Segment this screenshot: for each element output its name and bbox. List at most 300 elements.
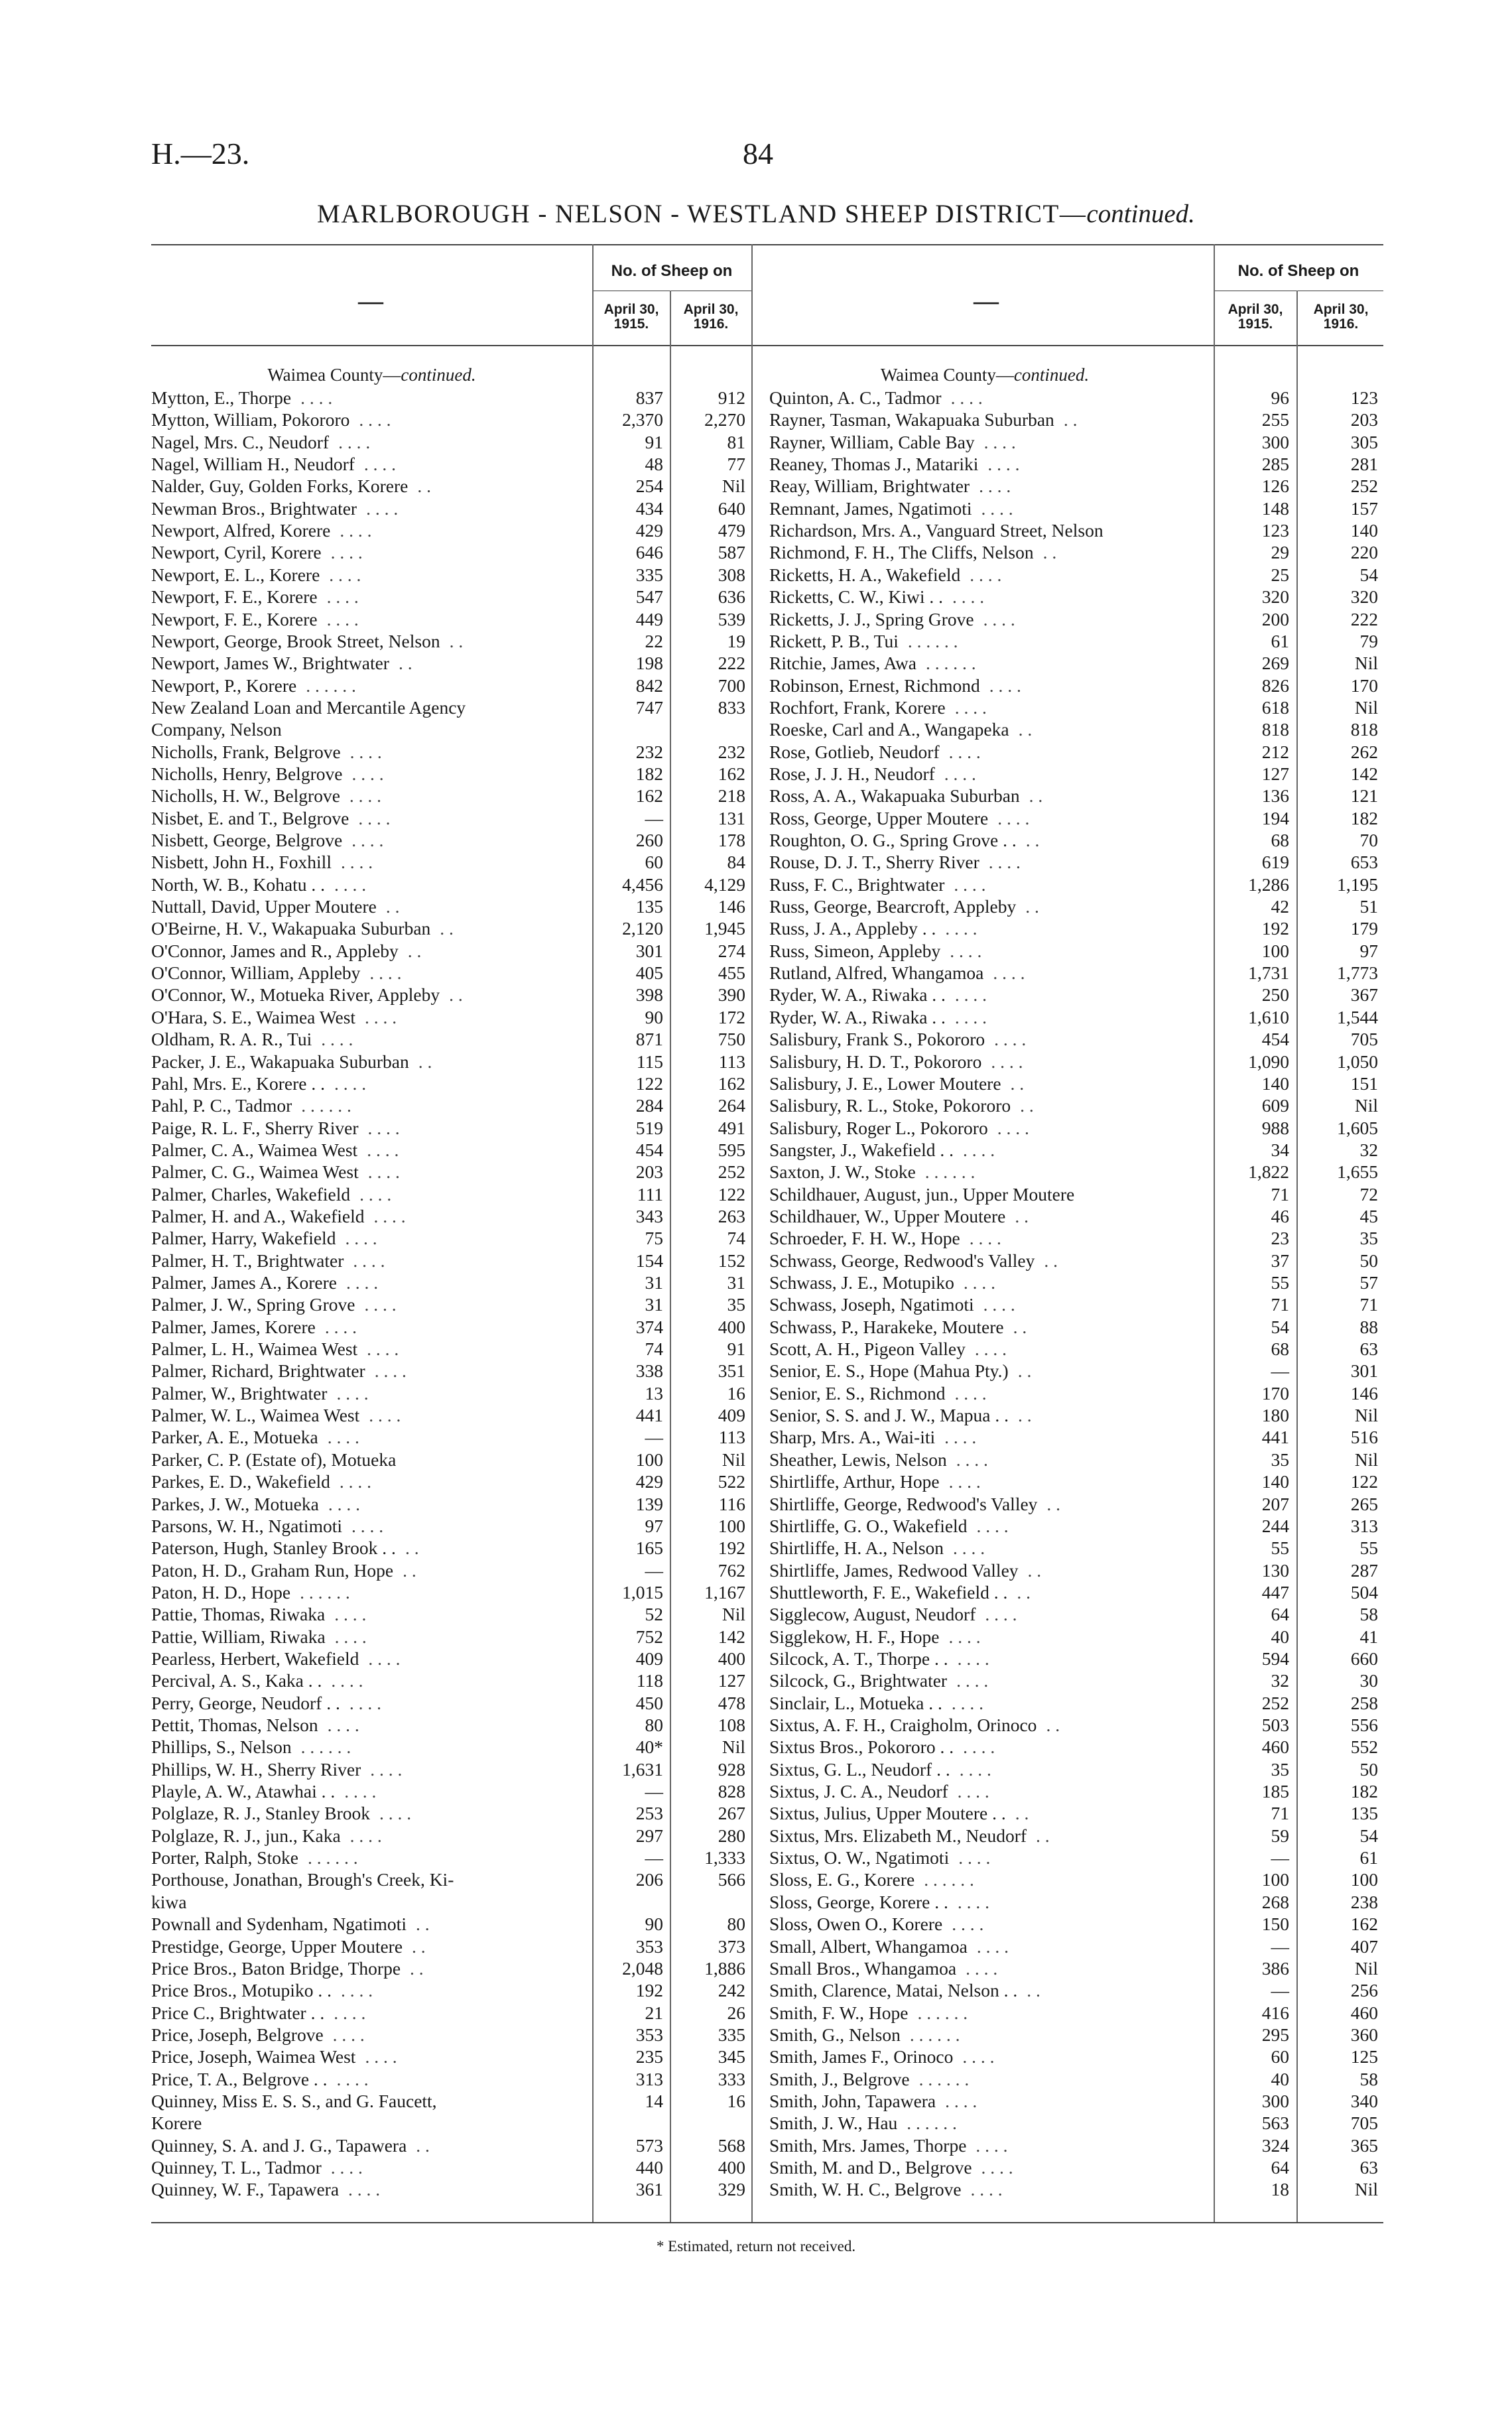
table-row bbox=[151, 1228, 748, 1250]
sheep-count-1915: 646 bbox=[635, 542, 663, 563]
table-row bbox=[769, 2113, 1383, 2134]
sheep-count-1916: 146 bbox=[1350, 1382, 1378, 1404]
owner-name: Paterson, Hugh, Stanley Brook . . bbox=[151, 1538, 396, 1559]
owner-name: Rose, Gotlieb, Neudorf bbox=[769, 741, 940, 762]
sheep-count-1915: 429 bbox=[635, 520, 663, 541]
owner-name: Pattie, William, Riwaka bbox=[151, 1626, 326, 1647]
leader-dots: . . . . bbox=[976, 1515, 1009, 1536]
sheep-count-1915: 454 bbox=[635, 1139, 663, 1160]
owner-name-cell bbox=[151, 1140, 589, 1161]
sheep-count-1916: 142 bbox=[718, 1626, 745, 1647]
table-row bbox=[151, 984, 748, 1006]
sheep-count-1915: 1,610 bbox=[1248, 1006, 1289, 1027]
leader-dots: . . . . . . bbox=[307, 1847, 358, 1868]
sheep-count-1915: 212 bbox=[1261, 741, 1289, 762]
table-row bbox=[151, 1582, 748, 1604]
sheep-count-1915: 320 bbox=[1261, 586, 1289, 608]
owner-name: Percival, A. S., Kaka . . bbox=[151, 1670, 322, 1691]
leader-dots: . . . . bbox=[364, 1294, 397, 1315]
table-row bbox=[151, 2179, 748, 2201]
sheep-count-1916: 122 bbox=[1350, 1471, 1378, 1492]
leader-dots: . . . . bbox=[327, 1715, 359, 1735]
owner-name: Nuttall, David, Upper Moutere bbox=[151, 896, 377, 917]
owner-name: Quinney, S. A. and J. G., Tapawera bbox=[151, 2134, 407, 2156]
owner-name-cell bbox=[769, 1892, 1210, 1913]
owner-name-cell bbox=[769, 2002, 1210, 2024]
table-row bbox=[151, 1073, 748, 1095]
leader-dots: . . . . bbox=[334, 2002, 366, 2023]
sheep-count-1915: 2,120 bbox=[622, 918, 663, 939]
sheep-count-1916: 113 bbox=[718, 1051, 745, 1072]
leader-dots: . . bbox=[385, 896, 400, 917]
sheep-count-1915: 68 bbox=[1271, 1339, 1289, 1360]
sheep-count-1915: 353 bbox=[635, 1935, 663, 1957]
table-row bbox=[151, 631, 748, 653]
sheep-count-1915: — bbox=[645, 807, 663, 828]
owner-name: Reaney, Thomas J., Matariki bbox=[769, 454, 979, 475]
leader-dots: . . . . bbox=[976, 2134, 1008, 2156]
leader-dots: . . . . bbox=[944, 1427, 977, 1448]
sheep-count-1916: 142 bbox=[1350, 763, 1378, 784]
owner-name: Sigglekow, H. F., Hope bbox=[769, 1626, 940, 1647]
owner-name: Smith, G., Nelson bbox=[769, 2024, 901, 2045]
table-row bbox=[769, 2069, 1383, 2091]
owner-name: Pahl, P. C., Tadmor bbox=[151, 1095, 292, 1116]
owner-name: Phillips, W. H., Sherry River bbox=[151, 1758, 361, 1780]
leader-dots: . . . . bbox=[353, 1250, 385, 1271]
owner-name-cell bbox=[151, 2069, 589, 2090]
owner-name-cell bbox=[151, 409, 589, 430]
right-county-heading bbox=[756, 365, 1214, 385]
sheep-count-1915: 253 bbox=[635, 1803, 663, 1824]
owner-name-cell bbox=[151, 1206, 589, 1227]
owner-name: Nisbet, E. and T., Belgrove bbox=[151, 807, 349, 828]
table-row bbox=[769, 1073, 1383, 1095]
leader-dots: . . . . . . bbox=[300, 1581, 350, 1603]
owner-name: Oldham, R. A. R., Tui bbox=[151, 1029, 312, 1050]
leader-dots: . . . . bbox=[334, 1073, 367, 1094]
sheep-count-1915: 1,731 bbox=[1248, 962, 1289, 984]
owner-name: Price Bros., Baton Bridge, Thorpe bbox=[151, 1957, 401, 1979]
sheep-count-1915: 40 bbox=[1271, 2068, 1289, 2089]
table-row bbox=[769, 1206, 1383, 1228]
sheep-count-1916: 1,167 bbox=[704, 1581, 745, 1603]
owner-name: Small Bros., Whangamoa bbox=[769, 1957, 957, 1979]
owner-name: Nagel, Mrs. C., Neudorf bbox=[151, 431, 330, 452]
owner-name: Russ, Simeon, Appleby bbox=[769, 940, 941, 961]
sheep-count-1915: 441 bbox=[635, 1405, 663, 1426]
sheep-count-1916: 407 bbox=[1350, 1935, 1378, 1957]
owner-name: Remnant, James, Ngatimoti bbox=[769, 497, 972, 519]
leader-dots: . . . . . . bbox=[926, 653, 976, 674]
sheep-count-1915: 162 bbox=[635, 785, 663, 807]
leader-dots: . . . . . . bbox=[907, 630, 958, 651]
leader-dots: . . . . . . bbox=[924, 1161, 976, 1183]
sheep-count-1915: 619 bbox=[1261, 852, 1289, 873]
table-row bbox=[769, 941, 1383, 962]
sheep-count-1915: 1,015 bbox=[622, 1581, 663, 1603]
owner-name: Newport, George, Brook Street, Nelson bbox=[151, 630, 440, 651]
table-row bbox=[151, 1626, 748, 1648]
leader-dots: . . . . . . bbox=[917, 2002, 968, 2023]
leader-dots: . . bbox=[1025, 830, 1040, 850]
sheep-count-1915: 2,370 bbox=[622, 409, 663, 430]
owner-name-cell bbox=[769, 498, 1210, 519]
owner-name-cell bbox=[769, 631, 1210, 652]
sheep-count-1916: 252 bbox=[1350, 476, 1378, 497]
sheep-count-1916: 258 bbox=[1350, 1692, 1378, 1713]
sheep-count-1915: 244 bbox=[1261, 1515, 1289, 1536]
right-col-1915-header: April 30, 1915. bbox=[1228, 302, 1283, 332]
sheep-count-1915: 871 bbox=[635, 1029, 663, 1050]
owner-name-cell bbox=[769, 1250, 1210, 1272]
owner-name-cell bbox=[769, 1029, 1210, 1050]
leader-dots: . . . . bbox=[340, 520, 372, 541]
owner-name: Parker, C. P. (Estate of), Motueka bbox=[151, 1449, 397, 1470]
sheep-count-1915: 268 bbox=[1261, 1891, 1289, 1912]
owner-name: Palmer, Charles, Wakefield bbox=[151, 1183, 351, 1205]
sheep-count-1915: 40 bbox=[1271, 1626, 1289, 1647]
right-name-header-dash: — bbox=[974, 287, 999, 315]
sheep-count-1915: 324 bbox=[1261, 2134, 1289, 2156]
table-row bbox=[151, 1869, 748, 1891]
table-row bbox=[769, 1958, 1383, 1980]
sheep-count-1915: 182 bbox=[635, 763, 663, 784]
owner-name-cell bbox=[769, 1648, 1210, 1669]
leader-dots: . . . . bbox=[970, 2179, 1003, 2200]
table-row bbox=[769, 1250, 1383, 1272]
owner-name: Scott, A. H., Pigeon Valley bbox=[769, 1339, 966, 1360]
leader-dots: . . . . bbox=[953, 1538, 985, 1559]
owner-name-cell bbox=[769, 609, 1210, 630]
table-row bbox=[769, 1140, 1383, 1161]
sheep-count-1915: 115 bbox=[636, 1051, 663, 1072]
owner-name: Nisbett, George, Belgrove bbox=[151, 830, 343, 850]
sheep-count-1915: 374 bbox=[635, 1316, 663, 1337]
sheep-count-1915: 232 bbox=[635, 741, 663, 762]
table-row bbox=[151, 1958, 748, 1980]
owner-name: Nicholls, H. W., Belgrove bbox=[151, 785, 340, 807]
leader-dots: . . bbox=[417, 476, 431, 497]
leader-dots: . . . . bbox=[976, 1935, 1009, 1957]
leader-dots: . . bbox=[1017, 1360, 1032, 1382]
owner-name-cell bbox=[151, 1980, 589, 2001]
table-row bbox=[769, 454, 1383, 476]
owner-name-cell bbox=[151, 586, 589, 608]
sheep-count-1916: 539 bbox=[718, 608, 745, 629]
table-row bbox=[769, 808, 1383, 830]
sheep-count-1916: 267 bbox=[718, 1803, 745, 1824]
table-row bbox=[151, 675, 748, 697]
owner-name: North, W. B., Kohatu . . bbox=[151, 874, 326, 895]
owner-name-cell bbox=[769, 1538, 1210, 1559]
sheep-count-1915: — bbox=[1271, 1360, 1289, 1382]
owner-name: Sixtus, Mrs. Elizabeth M., Neudorf bbox=[769, 1825, 1027, 1846]
owner-name-cell bbox=[151, 1516, 589, 1537]
owner-name-cell bbox=[769, 2091, 1210, 2112]
leader-dots: . . . . bbox=[367, 1339, 399, 1360]
sheep-count-1916: 264 bbox=[718, 1095, 745, 1116]
leader-dots: . . . . bbox=[954, 1382, 987, 1404]
sheep-count-1915: 295 bbox=[1261, 2024, 1289, 2045]
sheep-count-1915: 136 bbox=[1261, 785, 1289, 807]
sheep-count-1916: 88 bbox=[1359, 1316, 1378, 1337]
owner-name: Porthouse, Jonathan, Brough's Creek, Ki- bbox=[151, 1869, 454, 1890]
table-row bbox=[769, 1360, 1383, 1382]
sheep-count-1916: 1,544 bbox=[1337, 1006, 1378, 1027]
sheep-count-1915: 60 bbox=[645, 852, 663, 873]
sheep-count-1915: 140 bbox=[1261, 1471, 1289, 1492]
sheep-count-1916: 91 bbox=[727, 1339, 745, 1360]
owner-name-cell bbox=[769, 1847, 1210, 1868]
sheep-count-1916: 281 bbox=[1350, 454, 1378, 475]
owner-name-cell bbox=[151, 1494, 589, 1515]
table-row bbox=[151, 962, 748, 984]
leader-dots: . . bbox=[418, 1051, 432, 1072]
table-row bbox=[769, 1007, 1383, 1029]
owner-name-cell bbox=[151, 1670, 589, 1691]
sheep-count-1915: 343 bbox=[635, 1205, 663, 1226]
table-row bbox=[769, 1781, 1383, 1803]
sheep-count-1915: 449 bbox=[635, 608, 663, 629]
sheep-count-1915: 71 bbox=[1271, 1803, 1289, 1824]
owner-name: Palmer, W. L., Waimea West bbox=[151, 1405, 360, 1426]
owner-name-cell bbox=[769, 1118, 1210, 1139]
sheep-count-1916: Nil bbox=[1354, 1095, 1378, 1116]
sheep-count-1916: 552 bbox=[1350, 1736, 1378, 1758]
owner-name: Roeske, Carl and A., Wangapeka bbox=[769, 719, 1009, 740]
right-group-header: No. of Sheep on bbox=[1237, 262, 1359, 280]
sheep-count-1916: 478 bbox=[718, 1692, 745, 1713]
sheep-count-1916: 152 bbox=[718, 1250, 745, 1271]
leader-dots: . . . . bbox=[340, 852, 373, 873]
sheep-count-1916: 81 bbox=[727, 431, 745, 452]
owner-name-cell bbox=[769, 1051, 1210, 1073]
sheep-count-1915: 460 bbox=[1261, 1736, 1289, 1758]
owner-name-cell bbox=[151, 1007, 589, 1028]
table-row bbox=[769, 631, 1383, 653]
sheep-count-1915: 91 bbox=[645, 431, 663, 452]
table-row bbox=[151, 498, 748, 520]
table-row bbox=[151, 2046, 748, 2068]
owner-name: Schwass, Joseph, Ngatimoti bbox=[769, 1294, 974, 1315]
owner-name-cell bbox=[769, 1936, 1210, 1957]
leader-dots: . . . . bbox=[989, 675, 1021, 696]
owner-name-cell bbox=[769, 1869, 1210, 1890]
owner-name-cell bbox=[769, 542, 1210, 563]
sheep-count-1916: 232 bbox=[718, 741, 745, 762]
right-col-1916-header: April 30, 1916. bbox=[1313, 302, 1369, 332]
owner-name: Sloss, George, Korere . . bbox=[769, 1891, 948, 1912]
owner-name-cell bbox=[769, 1825, 1210, 1847]
sheep-count-1915: 37 bbox=[1271, 1250, 1289, 1271]
leader-dots: . . . . bbox=[962, 2046, 995, 2067]
table-row bbox=[151, 697, 748, 719]
sheep-count-1915: 31 bbox=[645, 1294, 663, 1315]
table-row bbox=[151, 387, 748, 409]
leader-dots: . . . . bbox=[336, 1382, 369, 1404]
sheep-count-1915: 284 bbox=[635, 1095, 663, 1116]
table-row bbox=[769, 1051, 1383, 1073]
owner-name-cell bbox=[151, 1339, 589, 1360]
table-row bbox=[769, 1118, 1383, 1140]
owner-name-cell bbox=[769, 1073, 1210, 1094]
leader-dots: . . . . bbox=[334, 1626, 367, 1647]
sheep-count-1916: 1,773 bbox=[1337, 962, 1378, 984]
owner-name-cell bbox=[151, 941, 589, 962]
owner-name-cell bbox=[769, 941, 1210, 962]
sheep-count-1916: 400 bbox=[718, 1648, 745, 1669]
sheep-count-1916: 131 bbox=[718, 807, 745, 828]
owner-name-cell bbox=[151, 763, 589, 785]
owner-name-cell bbox=[151, 2002, 589, 2024]
owner-name-cell bbox=[769, 1206, 1210, 1227]
owner-name-cell bbox=[769, 1427, 1210, 1448]
owner-name: Price Bros., Motupiko . . bbox=[151, 1980, 332, 2001]
owner-name-cell bbox=[769, 896, 1210, 917]
sheep-count-1915: 837 bbox=[635, 387, 663, 408]
owner-name: Silcock, A. T., Thorpe . . bbox=[769, 1648, 948, 1669]
table-row bbox=[769, 1892, 1383, 1914]
sheep-count-1915: 454 bbox=[1261, 1029, 1289, 1050]
owner-name-cell bbox=[151, 1317, 589, 1338]
table-row bbox=[151, 1670, 748, 1692]
sheep-count-1916: 313 bbox=[1350, 1515, 1378, 1536]
table-row bbox=[151, 742, 748, 763]
sheep-count-1916: 178 bbox=[718, 830, 745, 850]
owner-name-cell bbox=[769, 918, 1210, 939]
table-row bbox=[769, 1494, 1383, 1516]
sheep-count-1916: 274 bbox=[718, 940, 745, 961]
owner-name-cell bbox=[151, 830, 589, 851]
leader-dots: . . . . bbox=[985, 1604, 1017, 1625]
leader-dots: . . . . bbox=[970, 564, 1002, 585]
owner-name-cell bbox=[151, 852, 589, 873]
owner-name-cell bbox=[151, 697, 589, 718]
sheep-count-1916: 301 bbox=[1350, 1360, 1378, 1382]
sheep-count-1916: 280 bbox=[718, 1825, 745, 1846]
sheep-count-1916: 595 bbox=[718, 1139, 745, 1160]
sheep-count-1915: 192 bbox=[1261, 918, 1289, 939]
leader-dots: . . . . bbox=[954, 1006, 987, 1027]
table-row bbox=[769, 1516, 1383, 1538]
sheep-count-1916: 750 bbox=[718, 1029, 745, 1050]
leader-dots: . . . . bbox=[954, 874, 986, 895]
leader-dots: . . . . bbox=[349, 1692, 381, 1713]
leader-dots: . . . . bbox=[336, 2068, 369, 2089]
sheep-count-1916: 833 bbox=[718, 696, 745, 718]
owner-name: O'Connor, William, Appleby bbox=[151, 962, 361, 984]
leader-dots: . . . . bbox=[948, 1626, 981, 1647]
sheep-count-1916: 912 bbox=[718, 387, 745, 408]
owner-name: Packer, J. E., Wakapuaka Suburban bbox=[151, 1051, 409, 1072]
leader-dots: . . . . bbox=[963, 1139, 995, 1160]
sheep-count-1915: 441 bbox=[1261, 1427, 1289, 1448]
table-row bbox=[769, 2024, 1383, 2046]
sheep-count-1916: 123 bbox=[1350, 387, 1378, 408]
leader-dots: . . . . bbox=[987, 454, 1020, 475]
sheep-count-1915: 250 bbox=[1261, 984, 1289, 1006]
sheep-count-1915: 269 bbox=[1261, 653, 1289, 674]
owner-name: Smith, Mrs. James, Thorpe bbox=[769, 2134, 967, 2156]
leader-dots: . . . . bbox=[373, 1205, 406, 1226]
owner-name: Small, Albert, Whangamoa bbox=[769, 1935, 968, 1957]
sheep-count-1915: 46 bbox=[1271, 1205, 1289, 1226]
sheep-count-1915: 71 bbox=[1271, 1183, 1289, 1205]
owner-name: Senior, E. S., Hope (Mahua Pty.) bbox=[769, 1360, 1009, 1382]
owner-name-cell bbox=[151, 719, 589, 740]
left-col-1915-header: April 30, 1915. bbox=[603, 302, 659, 332]
sheep-count-1916: Nil bbox=[722, 1736, 745, 1758]
sheep-count-1916: 265 bbox=[1350, 1493, 1378, 1514]
sheep-count-1915: 55 bbox=[1271, 1272, 1289, 1293]
table-row bbox=[769, 1029, 1383, 1051]
owner-name-cell bbox=[769, 2179, 1210, 2200]
table-row bbox=[769, 1847, 1383, 1869]
table-row bbox=[769, 1648, 1383, 1670]
leader-dots: . . bbox=[1018, 1405, 1032, 1426]
owner-name-cell bbox=[769, 1914, 1210, 1935]
leader-dots: . . . . bbox=[983, 1294, 1015, 1315]
owner-name-cell bbox=[769, 387, 1210, 409]
table-row bbox=[151, 896, 748, 918]
owner-name-cell bbox=[151, 2157, 589, 2178]
sheep-count-1916: 57 bbox=[1359, 1272, 1378, 1293]
owner-name: Shirtliffe, Arthur, Hope bbox=[769, 1471, 940, 1492]
owner-name-cell bbox=[151, 675, 589, 696]
sheep-count-1916: 80 bbox=[727, 1914, 745, 1935]
sheep-count-1915: 353 bbox=[635, 2024, 663, 2045]
owner-name-cell bbox=[151, 1803, 589, 1824]
table-row bbox=[769, 1272, 1383, 1294]
owner-name: Schwass, P., Harakeke, Moutere bbox=[769, 1316, 1004, 1337]
leader-dots: . . . . bbox=[321, 1029, 353, 1050]
sheep-count-1916: 504 bbox=[1350, 1581, 1378, 1603]
owner-name: Schildhauer, August, jun., Upper Moutere bbox=[769, 1183, 1075, 1205]
right-county-name: Waimea County— bbox=[880, 365, 1014, 385]
owner-name: Smith, M. and D., Belgrove bbox=[769, 2157, 972, 2178]
sheep-count-1916: 828 bbox=[718, 1781, 745, 1802]
table-row bbox=[151, 1095, 748, 1117]
leader-dots: . . . . bbox=[300, 387, 333, 408]
table-row bbox=[769, 918, 1383, 940]
table-row bbox=[769, 1825, 1383, 1847]
sheep-count-1916: 203 bbox=[1350, 409, 1378, 430]
sheep-count-1915: 13 bbox=[645, 1382, 663, 1404]
owner-name-cell bbox=[769, 432, 1210, 453]
owner-name-cell bbox=[151, 1073, 589, 1094]
sheep-count-1916: 409 bbox=[718, 1405, 745, 1426]
document-reference: H.—23. bbox=[151, 137, 250, 170]
sheep-count-1915: 185 bbox=[1261, 1781, 1289, 1802]
table-row bbox=[769, 1736, 1383, 1758]
sheep-count-1916: 522 bbox=[718, 1471, 745, 1492]
sheep-count-1916: 351 bbox=[718, 1360, 745, 1382]
leader-dots: . . . . bbox=[334, 1604, 367, 1625]
owner-name-cell bbox=[769, 763, 1210, 785]
owner-name: Quinney, W. F., Tapawera bbox=[151, 2179, 340, 2200]
sheep-count-1916: 516 bbox=[1350, 1427, 1378, 1448]
leader-dots: . . . . bbox=[340, 1980, 373, 2001]
owner-name: Saxton, J. W., Stoke bbox=[769, 1161, 916, 1183]
owner-name: Newport, James W., Brightwater bbox=[151, 653, 389, 674]
sheep-count-1916: 192 bbox=[718, 1538, 745, 1559]
owner-name: Polglaze, R. J., jun., Kaka bbox=[151, 1825, 341, 1846]
sheep-count-1915: 988 bbox=[1261, 1117, 1289, 1138]
sheep-count-1915: 118 bbox=[636, 1670, 663, 1691]
sheep-count-1916: 162 bbox=[718, 763, 745, 784]
owner-name: Nisbett, John H., Foxhill bbox=[151, 852, 332, 873]
